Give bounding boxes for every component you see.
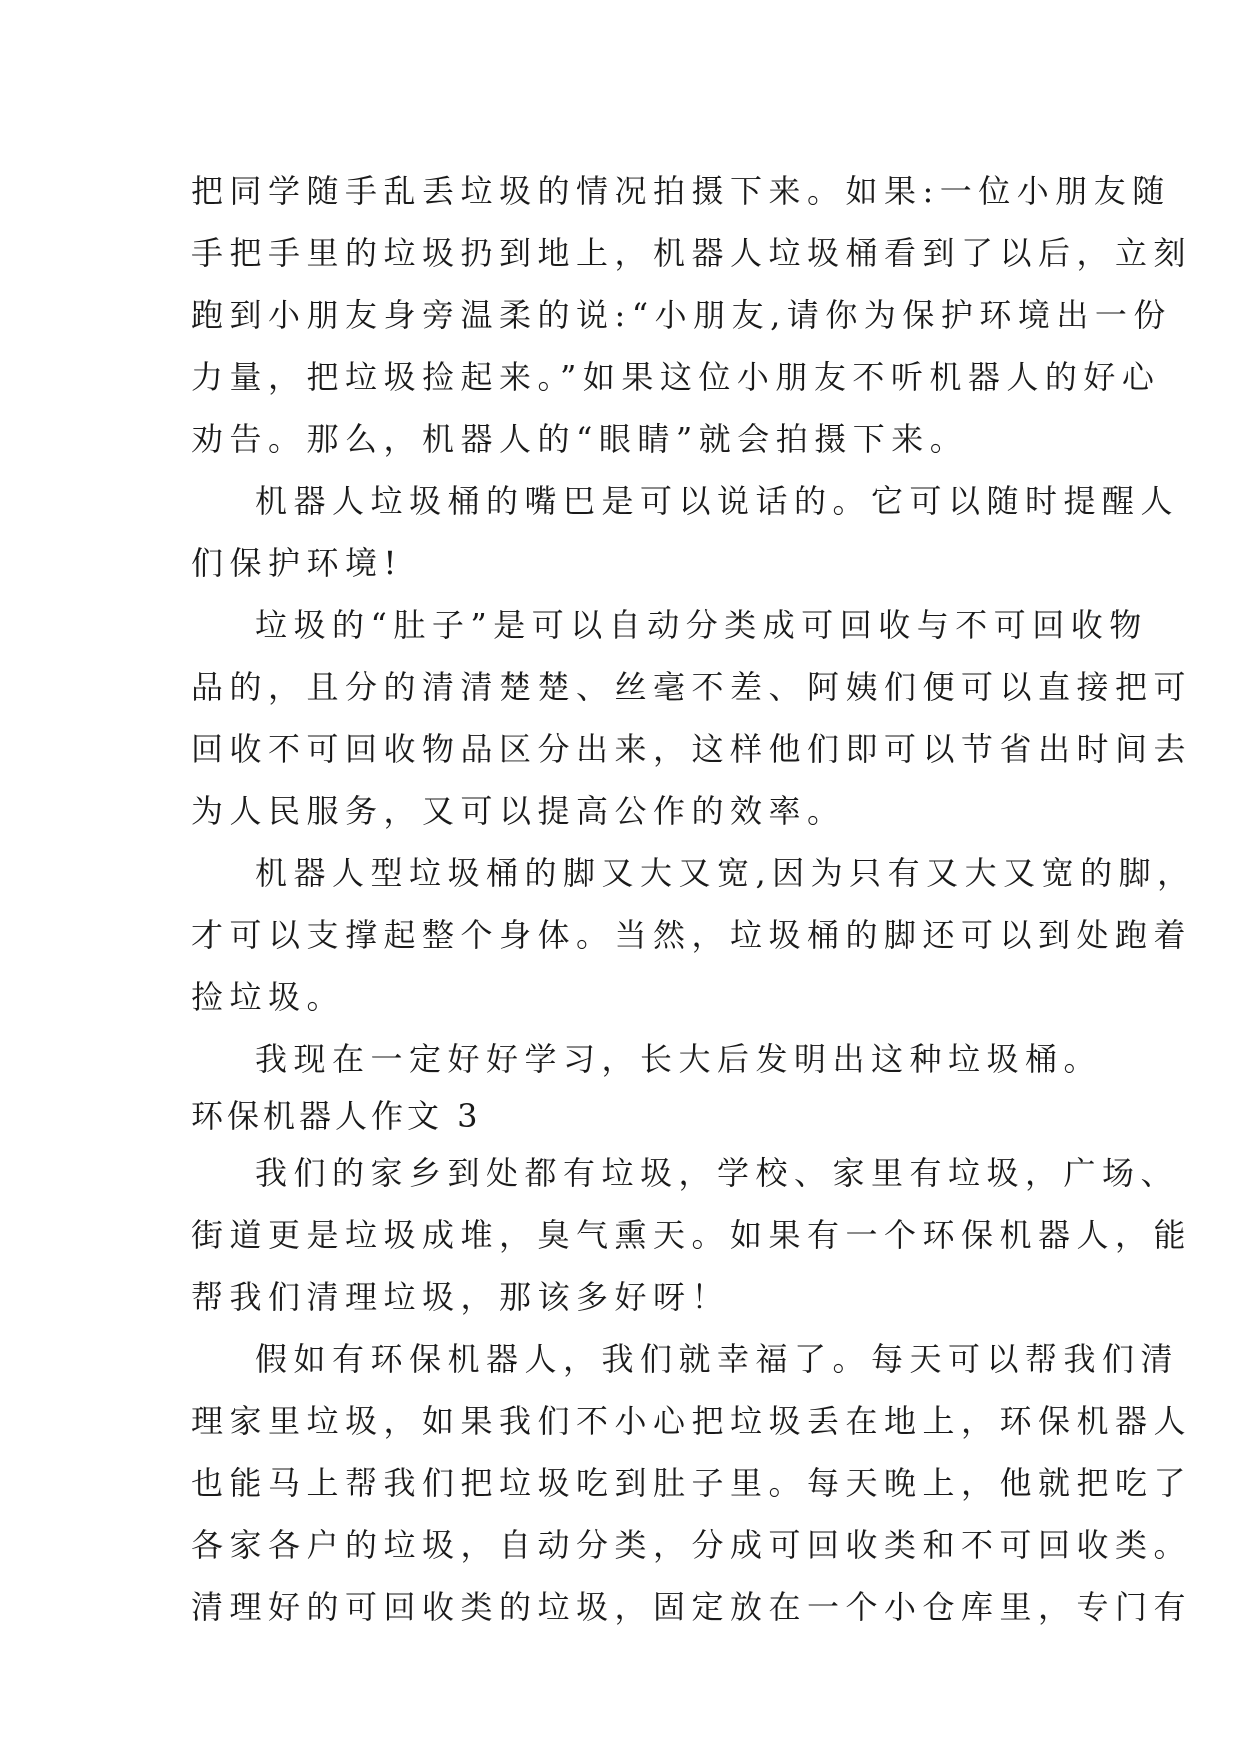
paragraph-first-line: 假如有环保机器人，我们就幸福了。每天可以帮我们清	[255, 1340, 1180, 1378]
text-line: 把同学随手乱丢垃圾的情况拍摄下来。如果:一位小朋友随	[191, 172, 1171, 210]
text-line: 街道更是垃圾成堆，臭气熏天。如果有一个环保机器人，能	[191, 1216, 1193, 1254]
paragraph-first-line: 机器人型垃圾桶的脚又大又宽,因为只有又大又宽的脚，	[255, 854, 1196, 892]
document-body	[191, 160, 1196, 1638]
paragraph-first-line: 垃圾的“肚子”是可以自动分类成可回收与不可回收物	[255, 606, 1148, 644]
text-line: 才可以支撑起整个身体。当然，垃圾桶的脚还可以到处跑着	[191, 916, 1193, 954]
text-line: 为人民服务，又可以提高公作的效率。	[191, 792, 846, 830]
text-line: 回收不可回收物品区分出来，这样他们即可以节省出时间去	[191, 730, 1193, 768]
text-line: 理家里垃圾，如果我们不小心把垃圾丢在地上，环保机器人	[191, 1402, 1193, 1440]
text-line: 跑到小朋友身旁温柔的说:“小朋友,请你为保护环境出一份	[191, 296, 1172, 334]
paragraph-first-line: 我现在一定好好学习，长大后发明出这种垃圾桶。	[255, 1040, 1103, 1078]
text-line: 力量，把垃圾捡起来。”如果这位小朋友不听机器人的好心	[191, 358, 1161, 396]
text-line: 捡垃圾。	[191, 978, 346, 1016]
paragraph-first-line: 机器人垃圾桶的嘴巴是可以说话的。它可以随时提醒人	[255, 482, 1180, 520]
text-line: 帮我们清理垃圾，那该多好呀！	[191, 1278, 731, 1316]
section-heading: 环保机器人作文 3	[191, 1097, 482, 1135]
text-line: 劝告。那么，机器人的“眼睛”就会拍摄下来。	[191, 420, 969, 458]
text-line: 各家各户的垃圾，自动分类，分成可回收类和不可回收类。	[191, 1526, 1193, 1564]
text-line: 手把手里的垃圾扔到地上，机器人垃圾桶看到了以后，立刻	[191, 234, 1193, 272]
text-line: 也能马上帮我们把垃圾吃到肚子里。每天晚上，他就把吃了	[191, 1464, 1193, 1502]
paragraph-first-line: 我们的家乡到处都有垃圾，学校、家里有垃圾，广场、	[255, 1154, 1180, 1192]
text-line: 们保护环境!	[191, 544, 403, 582]
text-line: 清理好的可回收类的垃圾，固定放在一个小仓库里，专门有	[191, 1588, 1193, 1626]
text-line: 品的，且分的清清楚楚、丝毫不差、阿姨们便可以直接把可	[191, 668, 1193, 706]
